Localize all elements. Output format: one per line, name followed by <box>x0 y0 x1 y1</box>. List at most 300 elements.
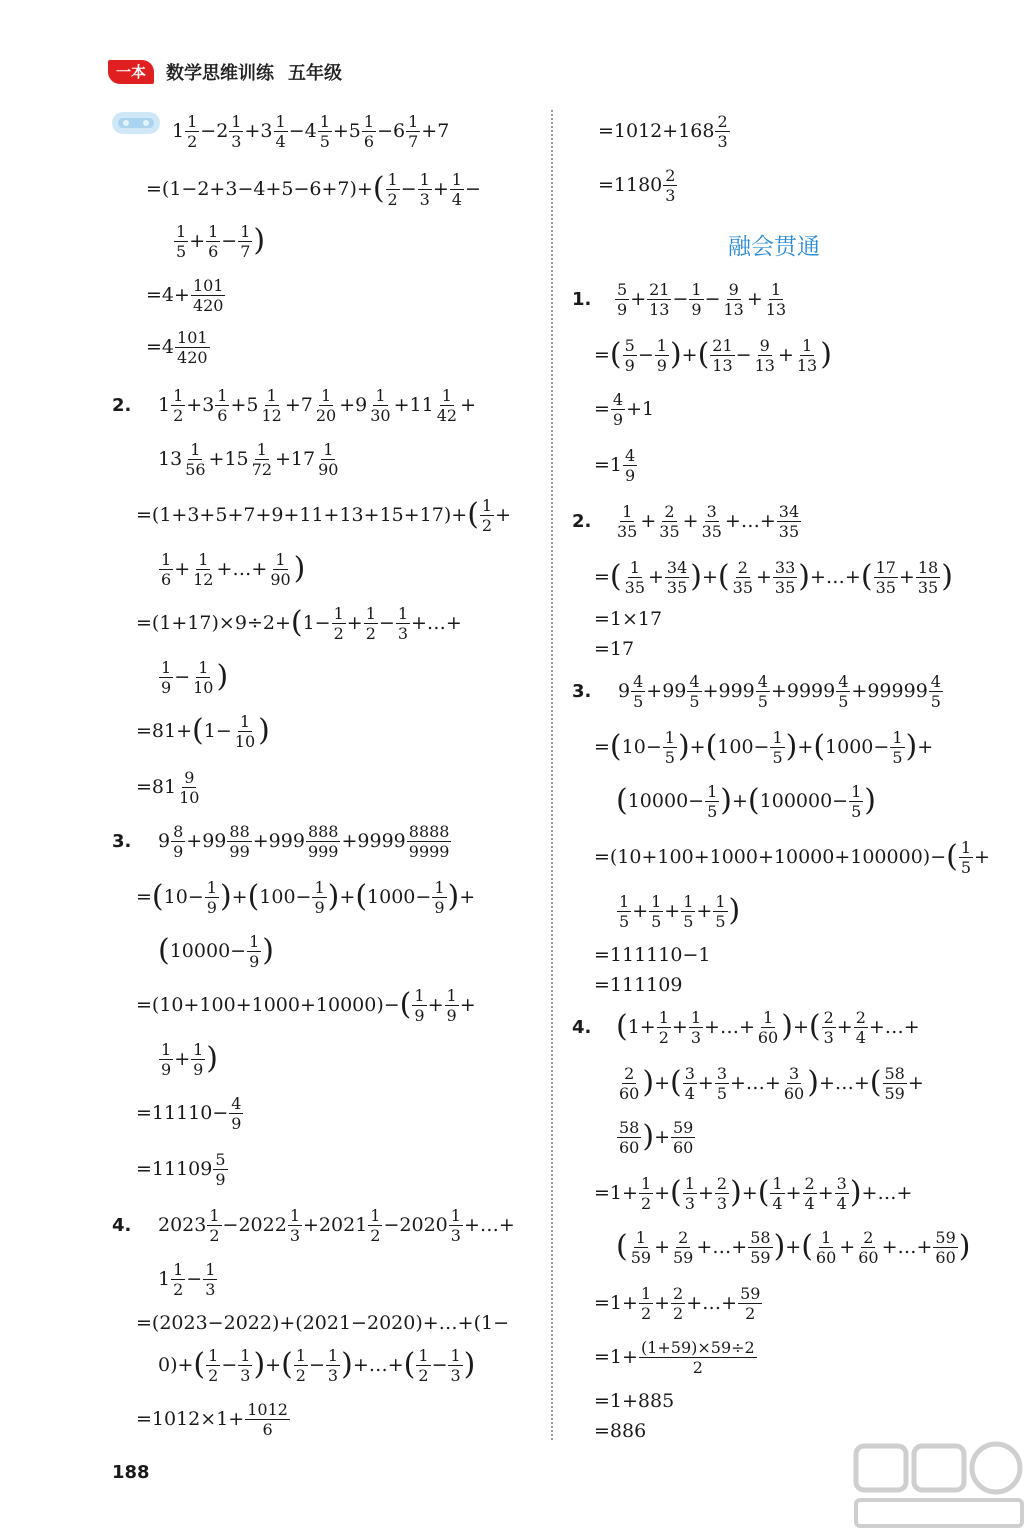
fraction-numerator: 1 <box>333 603 344 623</box>
math-line <box>616 1220 970 1274</box>
math-text: + <box>174 1048 191 1070</box>
math-text: − <box>221 1354 238 1376</box>
math-text: −2022 <box>222 1214 287 1236</box>
fraction-denominator: 9 <box>617 299 628 319</box>
math-text: − <box>431 1354 448 1376</box>
fraction-denominator: 5 <box>930 691 941 711</box>
fraction-denominator: 4 <box>836 1193 847 1213</box>
fraction-numerator: 4 <box>633 671 644 691</box>
math-text: =111110−1 <box>594 944 711 966</box>
fraction <box>238 222 252 261</box>
fraction <box>822 1008 836 1047</box>
math-line <box>136 978 476 1032</box>
left-paren: ( <box>697 337 710 372</box>
math-text: 1+ <box>627 1016 656 1038</box>
math-text: =(1−2+3−4+5−6+7)+ <box>146 178 373 200</box>
fraction-numerator: 5 <box>624 335 635 355</box>
math-text: + <box>231 886 248 908</box>
fraction-denominator: 6 <box>161 569 172 589</box>
math-text: =(10+100+1000+10000+100000)− <box>594 846 947 868</box>
problem-number: 1. <box>572 288 592 310</box>
fraction-denominator: 3 <box>205 1279 216 1299</box>
fraction-denominator: 3 <box>450 1225 461 1245</box>
math-text: + <box>974 846 990 868</box>
fraction <box>288 1206 302 1245</box>
math-text: + <box>459 994 476 1016</box>
fraction-denominator: 9 <box>414 1005 425 1025</box>
math-text: =(2023−2022)+(2021−2020)+…+(1− <box>136 1312 510 1334</box>
fraction-denominator: 90 <box>318 459 339 479</box>
fraction <box>314 386 338 425</box>
math-line <box>158 542 305 596</box>
fraction <box>227 822 251 861</box>
math-text: + <box>792 1016 809 1038</box>
fraction <box>856 1228 880 1267</box>
math-text: − <box>735 344 752 366</box>
math-text: + <box>346 612 363 634</box>
fraction-denominator: 2 <box>173 1279 184 1299</box>
fraction-denominator: 9 <box>612 409 624 429</box>
math-text: −6 <box>377 120 406 142</box>
fraction-numerator: 1 <box>209 1205 220 1225</box>
fraction-numerator: 4 <box>838 671 849 691</box>
right-paren: ) <box>447 879 460 914</box>
fraction-denominator: 4 <box>451 189 462 209</box>
left-paren: ( <box>193 1347 206 1382</box>
math-text: 1000− <box>825 736 890 758</box>
fraction <box>764 280 788 319</box>
fraction-numerator: 2 <box>664 501 675 521</box>
math-line <box>158 814 452 868</box>
right-paren: ) <box>798 559 810 594</box>
math-line <box>158 378 476 432</box>
fraction-numerator: 2 <box>855 1007 866 1027</box>
fraction-numerator: 1 <box>275 111 286 131</box>
fraction <box>432 878 446 917</box>
fraction-numerator: 1 <box>656 335 667 355</box>
math-text: + <box>746 288 763 310</box>
fraction <box>639 1338 757 1377</box>
fraction <box>959 838 973 877</box>
fraction-numerator: 2 <box>673 1283 684 1303</box>
fraction <box>756 672 770 711</box>
fraction-denominator: 59 <box>673 1247 694 1267</box>
fraction-denominator: 5 <box>689 691 700 711</box>
left-paren: ( <box>705 729 718 764</box>
fraction-denominator: 59 <box>884 1083 905 1103</box>
fraction-denominator: 2 <box>640 1303 652 1323</box>
fraction <box>206 1346 220 1385</box>
fraction-numerator: 58 <box>750 1227 771 1247</box>
fraction <box>753 336 777 375</box>
math-text: =111109 <box>594 974 683 996</box>
fraction <box>738 1284 762 1323</box>
fraction-denominator: 6 <box>363 131 375 151</box>
fraction-denominator: 9 <box>231 1113 242 1133</box>
math-line <box>146 320 211 374</box>
fraction <box>710 336 734 375</box>
math-text: +…+ <box>868 1016 920 1038</box>
fraction-denominator: 3 <box>397 623 409 643</box>
fraction-denominator: 2 <box>187 131 198 151</box>
math-text: 1− <box>203 720 232 742</box>
math-text: − <box>308 1354 325 1376</box>
fraction <box>316 440 340 479</box>
fraction <box>629 1228 653 1267</box>
fraction-numerator: 3 <box>706 501 717 521</box>
fraction <box>174 222 188 261</box>
fraction-numerator: 1 <box>275 549 286 569</box>
math-text: +15 <box>208 448 249 470</box>
fraction-numerator: 1 <box>651 891 662 911</box>
fraction-numerator: 101 <box>177 327 208 347</box>
math-text: +…+ <box>881 1236 933 1258</box>
fraction-numerator: 9 <box>184 767 195 787</box>
math-line <box>616 1110 696 1164</box>
math-line <box>616 1056 924 1110</box>
fraction <box>854 1008 868 1047</box>
left-paren: ( <box>869 1065 882 1100</box>
math-text: 1 <box>158 394 171 416</box>
math-text: 2023 <box>158 1214 207 1236</box>
fraction-numerator: 1 <box>239 711 251 731</box>
fraction-denominator: 2 <box>387 189 398 209</box>
fraction <box>611 390 625 429</box>
fraction-denominator: 3 <box>419 189 430 209</box>
fraction-numerator: 1 <box>173 1259 184 1279</box>
fraction-denominator: 2 <box>295 1365 306 1385</box>
math-line <box>146 162 481 216</box>
fraction-denominator: 4 <box>772 1193 783 1213</box>
fraction-denominator: 9 <box>624 355 635 375</box>
fraction-denominator: 13 <box>765 299 787 319</box>
fraction-numerator: 1 <box>707 781 718 801</box>
math-text: + <box>681 344 698 366</box>
math-text: − <box>174 666 191 688</box>
fraction-denominator: 60 <box>673 1137 694 1157</box>
math-text: +7 <box>421 120 450 142</box>
right-paren: ) <box>463 1347 476 1382</box>
right-paren: ) <box>728 893 741 928</box>
math-text: + <box>460 394 476 416</box>
math-text: =(10+100+1000+10000)− <box>136 994 400 1016</box>
fraction <box>681 892 695 931</box>
fraction <box>874 558 898 597</box>
fraction <box>332 604 346 643</box>
fraction-denominator: 12 <box>261 405 282 425</box>
math-text: +99999 <box>851 680 928 702</box>
math-line <box>598 158 678 212</box>
fraction-numerator: 1 <box>319 111 330 131</box>
fraction-numerator: 1 <box>320 385 332 405</box>
math-line <box>173 214 265 268</box>
math-text: =81 <box>136 776 177 798</box>
fraction-numerator: 1 <box>414 985 425 1005</box>
math-text: + <box>689 736 706 758</box>
fraction-denominator: 4 <box>684 1083 695 1103</box>
math-text: =1+ <box>594 1182 638 1204</box>
math-text: =1+ <box>594 1346 638 1368</box>
fraction-numerator: 1 <box>690 1007 702 1027</box>
right-paren: ) <box>677 729 690 764</box>
left-paren: ( <box>670 1175 682 1210</box>
math-line <box>136 1086 244 1140</box>
fraction-numerator: 1 <box>450 1205 461 1225</box>
math-text: 100− <box>717 736 770 758</box>
math-text: 9 <box>158 830 171 852</box>
math-text: +1 <box>626 398 655 420</box>
grade-label: 五年级 <box>288 63 343 84</box>
fraction <box>689 280 703 319</box>
left-paren: ( <box>801 1229 813 1264</box>
math-text: 9 <box>618 680 631 702</box>
fraction-numerator: 9 <box>759 335 770 355</box>
right-paren: ) <box>730 1175 742 1210</box>
book-title: 数学思维训练 <box>166 63 275 84</box>
fraction-numerator: 1 <box>397 603 409 623</box>
left-paren: ( <box>808 1009 821 1044</box>
math-text: =1 <box>594 454 623 476</box>
fraction-denominator: 2 <box>418 1365 429 1385</box>
fraction <box>715 1064 729 1103</box>
right-paren: ) <box>293 551 306 586</box>
fraction-denominator: 3 <box>289 1225 301 1245</box>
math-text: − <box>464 178 481 200</box>
fraction-numerator: 1 <box>187 111 198 131</box>
math-text: + <box>495 504 512 526</box>
math-text: − <box>704 288 721 310</box>
fraction-numerator: 1 <box>892 727 903 747</box>
fraction-denominator: 13 <box>712 355 733 375</box>
math-text: + <box>174 558 191 580</box>
math-text: =1012+168 <box>598 120 715 142</box>
fraction-numerator: 1 <box>481 495 493 515</box>
fraction <box>700 502 724 541</box>
math-text: +999 <box>702 680 755 702</box>
math-text: + <box>839 1236 856 1258</box>
fraction-numerator: 1 <box>240 221 251 241</box>
fraction-numerator: 1 <box>772 1173 783 1193</box>
fraction-denominator: 6 <box>217 405 228 425</box>
fraction-numerator: 1 <box>240 1345 251 1365</box>
left-paren: ( <box>467 497 479 532</box>
fraction <box>159 550 173 589</box>
math-text: +5 <box>230 394 259 416</box>
left-paren: ( <box>813 729 826 764</box>
math-text: =1+885 <box>594 1390 675 1412</box>
math-text: + <box>654 1182 671 1204</box>
fraction-numerator: 8 <box>173 821 184 841</box>
fraction-denominator: 5 <box>651 911 662 931</box>
math-line <box>616 1000 920 1054</box>
fraction <box>268 550 292 589</box>
fraction <box>683 1174 697 1213</box>
math-text: 13 <box>158 448 183 470</box>
fraction-denominator: 5 <box>757 691 768 711</box>
math-text: +…+ <box>411 612 462 634</box>
fraction <box>705 782 719 821</box>
math-text: +…+ <box>704 1016 755 1038</box>
right-paren: ) <box>262 933 274 968</box>
fraction-denominator: 3 <box>240 1365 251 1385</box>
left-paren: ( <box>860 559 873 594</box>
fraction <box>177 768 201 807</box>
math-text: =11110− <box>136 1102 229 1124</box>
column-divider <box>551 110 553 1440</box>
fraction-denominator: 60 <box>619 1137 640 1157</box>
fraction-numerator: 1 <box>619 891 630 911</box>
left-paren: ( <box>609 337 622 372</box>
math-text: + <box>741 1182 758 1204</box>
fraction <box>245 1400 290 1439</box>
math-text: 1− <box>302 612 331 634</box>
fraction-denominator: 35 <box>778 521 800 541</box>
math-text: + <box>189 230 206 252</box>
fraction <box>617 1118 641 1157</box>
math-line <box>614 494 802 548</box>
math-line <box>594 438 638 492</box>
math-text: +3 <box>186 394 215 416</box>
left-paren: ( <box>757 1175 770 1210</box>
fraction-denominator: 9 <box>691 299 702 319</box>
fraction-numerator: 1 <box>266 385 277 405</box>
fraction <box>748 1228 772 1267</box>
math-text: + <box>756 566 772 588</box>
math-text: − <box>186 1268 203 1290</box>
math-text: + <box>427 994 444 1016</box>
right-paren: ) <box>669 337 682 372</box>
right-paren: ) <box>327 879 340 914</box>
fraction <box>294 1346 308 1385</box>
fraction <box>671 1228 695 1267</box>
math-text: +…+ <box>810 566 861 588</box>
fraction-numerator: 1 <box>256 439 267 459</box>
fraction-numerator: 8888 <box>408 821 450 841</box>
math-text: + <box>907 1072 924 1094</box>
fraction <box>756 1008 780 1047</box>
fraction-numerator: 21 <box>649 279 670 299</box>
math-text: −4 <box>288 120 317 142</box>
fraction-numerator: 1 <box>205 1259 216 1279</box>
fraction-numerator: 4 <box>231 1093 242 1113</box>
fraction <box>715 1174 729 1213</box>
math-line <box>594 830 990 884</box>
fraction-denominator: 35 <box>624 577 645 597</box>
math-line <box>158 924 274 978</box>
fraction-numerator: 58 <box>884 1063 905 1083</box>
fraction-denominator: 60 <box>757 1027 779 1047</box>
right-paren: ) <box>690 559 702 594</box>
math-text: = <box>594 566 610 588</box>
fraction-denominator: 5 <box>176 241 187 261</box>
fraction <box>206 222 220 261</box>
fraction <box>238 1346 252 1385</box>
fraction <box>836 672 850 711</box>
math-text: + <box>654 1236 670 1258</box>
fraction-denominator: 72 <box>251 459 273 479</box>
fraction-denominator: 3 <box>690 1027 702 1047</box>
fraction-denominator: 35 <box>659 521 680 541</box>
fraction <box>480 496 494 535</box>
fraction-numerator: 1 <box>770 279 782 299</box>
fraction-denominator: 5 <box>892 747 903 767</box>
fraction <box>445 986 459 1025</box>
fraction-denominator: 10 <box>193 677 214 697</box>
fraction <box>617 1064 641 1103</box>
math-text: + <box>702 566 718 588</box>
right-paren: ) <box>216 659 229 694</box>
fraction-numerator: 1 <box>450 1345 461 1365</box>
fraction <box>364 604 378 643</box>
math-text: +9999 <box>770 680 836 702</box>
math-text: +7 <box>284 394 313 416</box>
math-text: +17 <box>275 448 316 470</box>
fraction-numerator: 1 <box>629 557 640 577</box>
fraction-numerator: 1 <box>434 877 445 897</box>
math-line <box>146 268 226 322</box>
math-text: 10− <box>163 886 204 908</box>
math-text: +…+ <box>463 1214 515 1236</box>
fraction-numerator: 1 <box>295 1345 306 1365</box>
fraction-numerator: 2 <box>678 1227 689 1247</box>
fraction-numerator: 1 <box>198 657 209 677</box>
right-paren: ) <box>958 1229 971 1264</box>
math-text: + <box>785 1182 802 1204</box>
fraction <box>191 658 215 697</box>
fraction-numerator: 1 <box>640 1283 652 1303</box>
fraction <box>229 112 243 151</box>
fraction <box>191 1040 205 1079</box>
left-paren: ( <box>403 1347 416 1382</box>
math-line <box>158 1338 475 1392</box>
fraction-denominator: 35 <box>875 577 896 597</box>
fraction <box>396 604 410 643</box>
math-text: +…+ <box>352 1354 404 1376</box>
fraction <box>229 1094 243 1133</box>
fraction-numerator: 2 <box>624 1063 635 1083</box>
fraction-denominator: 30 <box>370 405 391 425</box>
math-text: + <box>898 566 915 588</box>
fraction-numerator: 3 <box>716 1063 728 1083</box>
fraction-numerator: 59 <box>740 1283 761 1303</box>
fraction-denominator: 56 <box>185 459 206 479</box>
fraction-denominator: 99 <box>229 841 250 861</box>
fraction-denominator: 9 <box>206 897 217 917</box>
fraction-denominator: 5 <box>319 131 330 151</box>
fraction-numerator: 4 <box>689 671 700 691</box>
math-line <box>598 104 731 158</box>
fraction-denominator: 60 <box>858 1247 879 1267</box>
fraction-numerator: 3 <box>788 1063 800 1083</box>
fraction-denominator: 60 <box>619 1083 640 1103</box>
math-text: =11109 <box>136 1158 213 1180</box>
fraction <box>260 386 284 425</box>
fraction-numerator: 888 <box>307 821 339 841</box>
fraction-denominator: 2 <box>658 1027 669 1047</box>
fraction <box>171 822 185 861</box>
fraction <box>362 112 376 151</box>
fraction-denominator: 3 <box>327 1365 339 1385</box>
math-text: 1 <box>172 120 185 142</box>
fraction-denominator: 9 <box>193 1059 204 1079</box>
fraction-denominator: 5 <box>683 911 694 931</box>
math-text: +…+ <box>216 558 268 580</box>
fraction-numerator: 1 <box>408 111 419 131</box>
fraction-denominator: 6 <box>208 241 219 261</box>
fraction-numerator: 1 <box>387 169 398 189</box>
fraction-denominator: 2 <box>692 1357 703 1377</box>
math-text: + <box>265 1354 282 1376</box>
